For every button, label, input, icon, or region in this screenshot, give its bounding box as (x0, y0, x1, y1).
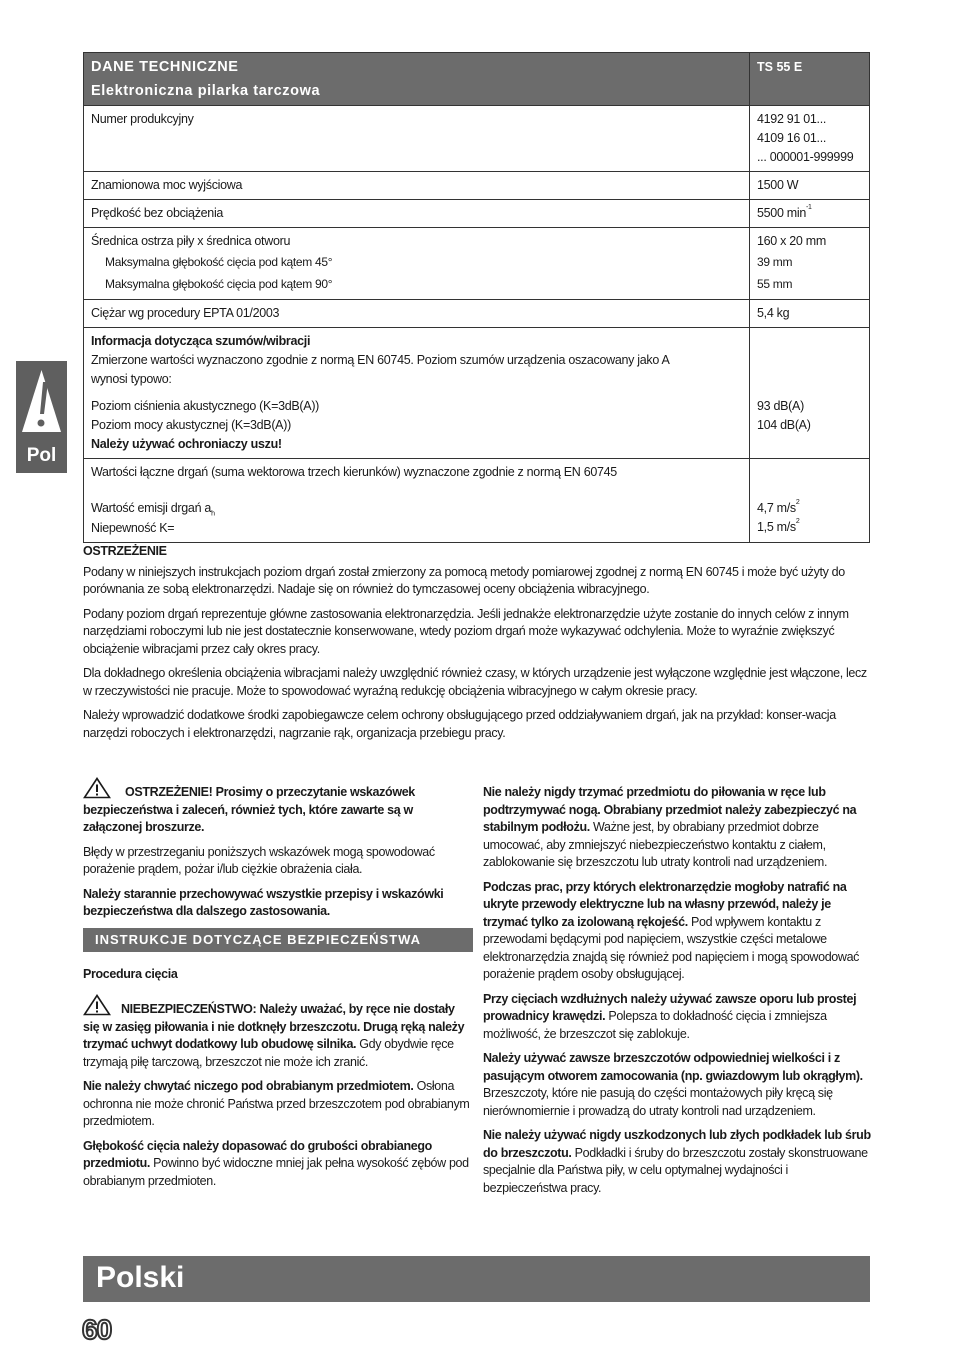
section-title: OSTRZEŻENIE (83, 544, 167, 558)
safety-instructions-heading: INSTRUKCJE DOTYCZĄCE BEZPIECZEŃSTWA (83, 928, 473, 952)
paragraph: Należy starannie przechowywać wszystkie przepisy i wskazówki bezpieczeństwa dla dalszego zastosowania. (83, 886, 444, 918)
paragraph: Podany w niniejszych instrukcjach poziom drgań został zmierzony za pomocą metody pomiarowej zgodnej z normą EN 60745 i może być użyty do porównania ze sobą elektronarzędzi. Nadaje się on również do tymczasowej oceny obciążenia wibracyjnego. (83, 564, 845, 596)
table-row (84, 328, 870, 459)
table-row (84, 300, 870, 328)
warning-triangle-icon (20, 366, 63, 436)
warning-triangle-icon (83, 777, 111, 799)
uncertainty-value: 1,5 m/s (757, 520, 796, 534)
vibration-subscript: h (211, 510, 215, 518)
no-load-speed-value: 5500 min (757, 206, 807, 220)
production-number-value: 4109 16 01... (757, 131, 827, 145)
noise-title: Informacja dotycząca szumów/wibracji (91, 334, 311, 348)
vibration-description: Wartości łączne drgań (suma wektorowa trzech kierunków) wyznaczone zgodnie z normą EN 60745 (91, 465, 617, 479)
warning-triangle-icon (83, 994, 111, 1016)
blade-diameter-label: Średnica ostrza piły x średnica otworu (91, 234, 291, 248)
blade-diameter-value: 160 x 20 mm (757, 234, 826, 248)
vibration-warning-section (83, 543, 873, 749)
safety-warning: OSTRZEŻENIE! Prosimy o przeczytanie wskazówek bezpieczeństwa i zaleceń, również tych, które zawarte są w załączonej broszurze. (83, 785, 415, 834)
paragraph: Błędy w przestrzeganiu poniższych wskazówek mogą spowodować porażenie prądem, pożar i/lub ciężkie obrażenia ciała. (83, 844, 435, 876)
paragraph: Dla dokładnego określenia obciążenia wibracjami należy uwzględnić również czasy, w których urządzenie jest wyłączone względnie jest włączone, lecz w rzeczywistości nie pracuje. Może to spowodować wyraźną redukcję obciążenia wibracyjnego w całym okresie pracy. (83, 666, 867, 698)
speed-exponent: -1 (806, 204, 812, 211)
uncertainty-label: Niepewność K= (91, 520, 175, 535)
table-row (84, 228, 870, 300)
rated-power-value: 1500 W (750, 172, 870, 200)
language-name: Polski (96, 1261, 185, 1294)
left-column: OSTRZEŻENIE! Prosimy o przeczytanie wskazówek bezpieczeństwa i zaleceń, również tych, które zawarte są w załączonej broszurze. Błędy w przestrzeganiu poniższych wskazówek mogą spowodować porażenie prądem, pożar i/lub ciężkie obrażenia ciała. Należy starannie przechowywać wszystkie przepisy i wskazówki bezpieczeństwa dla dalszego zastosowania. INSTRUKCJE DOTYCZĄCE BEZPIECZEŃSTWA Procedura cięcia NIEBEZPIECZEŃSTWO: Należy uważać, by ręce nie dostały się w zasięg piłowania i nie dotknęły brzeszczotu. Drugą ręką należy trzymać uchwyt dodatkowy lub obudowę silnika. Gdy obydwie ręce trzymają piłę tarczową, brzeszczot nie może ich zranić. Nie należy chwytać niczego pod obrabianym przedmiotem. Osłona ochronna nie może chronić Państwa przed brzeszczotem pod obrabianym przedmiotem. Głębokość cięcia należy dopasować do grubości obrabianego przedmiotu. Powinno być widoczne mniej jak pełna wysokość zębów pod obrabianym przedmioten. (83, 777, 473, 1197)
model-name: TS 55 E (750, 53, 870, 106)
noise-description: Zmierzone wartości wyznaczono zgodnie z normą EN 60745. Poziom szumów urządzenia oszacowany jako A wynosi typowo: (91, 353, 669, 386)
weight-value: 5,4 kg (750, 300, 870, 328)
language-code: Pol (26, 445, 57, 466)
language-footer-band (83, 1256, 870, 1302)
production-number-value: ... 000001-999999 (757, 150, 854, 164)
technical-data-table (83, 52, 870, 543)
language-side-tab (16, 361, 67, 473)
table-title: DANE TECHNICZNE (91, 59, 239, 75)
depth-90-value: 55 mm (757, 277, 793, 291)
table-row (84, 459, 870, 543)
weight-label: Ciężar wg procedury EPTA 01/2003 (84, 300, 750, 328)
sound-power-value: 104 dB(A) (757, 418, 811, 432)
sound-power-label: Poziom mocy akustycznej (K=3dB(A)) (91, 418, 291, 432)
right-column: Nie należy nigdy trzymać przedmiotu do piłowania w ręce lub podtrzymywać nogą. Obrabiany przedmiot należy zabezpieczyć na stabilnym podłożu. Ważne jest, by obrabiany przedmiot dobrze umocować, aby zmniejszyć niebezpieczeństwo kontaktu z ciałem, zablokowanie się brzeszczotu lub utraty kontroli nad urządzeniem. Podczas prac, przy których elektronarzędzie mogłoby natrafić na ukryte przewody elektryczne lub na własny przewód, należy je trzymać tylko za izolowaną rękojeść. Pod wpływem kontaktu z przewodami będącymi pod napięciem, wszystkie części metalowe elektronarzędzia znajdą się również pod napięciem i mogą spowodować porażenie prądem osoby obsługującej. Przy cięciach wzdłużnych należy używać zawsze oporu lub prostej prowadnicy krawędzi. Polepsza to dokładność cięcia i zmniejsza możliwość, że brzeszczot się zablokuje. Należy używać zawsze brzeszczotów odpowiedniej wielkości i z pasującym otworem zamocowania (np. gwiazdowym lub okrągłym). Brzeszczoty, które nie pasują do części montażowych piły kręcą się nierównomiernie i prowadzą do utraty kontroli nad urządzeniem. Nie należy używać nigdy uszkodzonych lub złych podkładek lub śrub do brzeszczotu. Podkładki i śruby do brzeszczotu zostały skonstruowane specjalnie dla Państwa piły, w celu optymalnej wydajności i bezpieczeństwa pracy. (483, 785, 871, 1195)
ear-protection-warning: Należy używać ochroniaczy uszu! (91, 437, 282, 451)
procedure-title: Procedura cięcia (83, 966, 178, 981)
table-row (84, 172, 870, 200)
unit-exponent: 2 (795, 518, 800, 525)
paragraph: Podany poziom drgań reprezentuje główne zastosowania elektronarzędzia. Jeśli jednakże elektronarzędzie użyte zostanie do innych celów z innym narzędziami roboczymi lub nie jest dostatecznie konserwowane, wtedy poziom drgań może wykazywać odchylenia. Może to wyraźnie zwiększyć obciążenie wibracjami przez cały okres pracy. (83, 606, 849, 656)
vibration-emission-value: 4,7 m/s (757, 501, 796, 515)
depth-90-label: Maksymalna głębokość cięcia pod kątem 90° (105, 277, 333, 291)
table-header-row (84, 53, 870, 106)
table-subtitle: Elektroniczna pilarka tarczowa (91, 83, 321, 99)
paragraph: Należy wprowadzić dodatkowe środki zapobiegawcze celem ochrony obsługującego przed oddziaływaniem drgań, jak na przykład: konser-wacja narzędzi roboczych i elektronarzędzi, nagrzanie rąk, organizacja przebiegu pracy. (83, 708, 836, 740)
production-number-value: 4192 91 01... (757, 112, 827, 126)
unit-exponent: 2 (795, 499, 800, 506)
production-number-label: Numer produkcyjny (84, 106, 750, 172)
rated-power-label: Znamionowa moc wyjściowa (84, 172, 750, 200)
depth-45-value: 39 mm (757, 255, 793, 269)
sound-pressure-value: 93 dB(A) (757, 399, 804, 413)
page-number: 60 (82, 1314, 112, 1345)
vibration-emission-label: Wartość emisji drgań a (91, 501, 212, 515)
no-load-speed-label: Prędkość bez obciążenia (84, 200, 750, 228)
danger-warning: NIEBEZPIECZEŃSTWO: Należy uważać, by ręce nie dostały się w zasięg piłowania i nie dotknęły brzeszczotu. Drugą ręką należy trzymać uchwyt dodatkowy lub obudowę silnika. (83, 1002, 465, 1051)
depth-45-label: Maksymalna głębokość cięcia pod kątem 45° (105, 255, 333, 269)
table-row (84, 106, 870, 172)
table-row (84, 200, 870, 228)
sound-pressure-label: Poziom ciśnienia akustycznego (K=3dB(A)) (91, 399, 320, 413)
